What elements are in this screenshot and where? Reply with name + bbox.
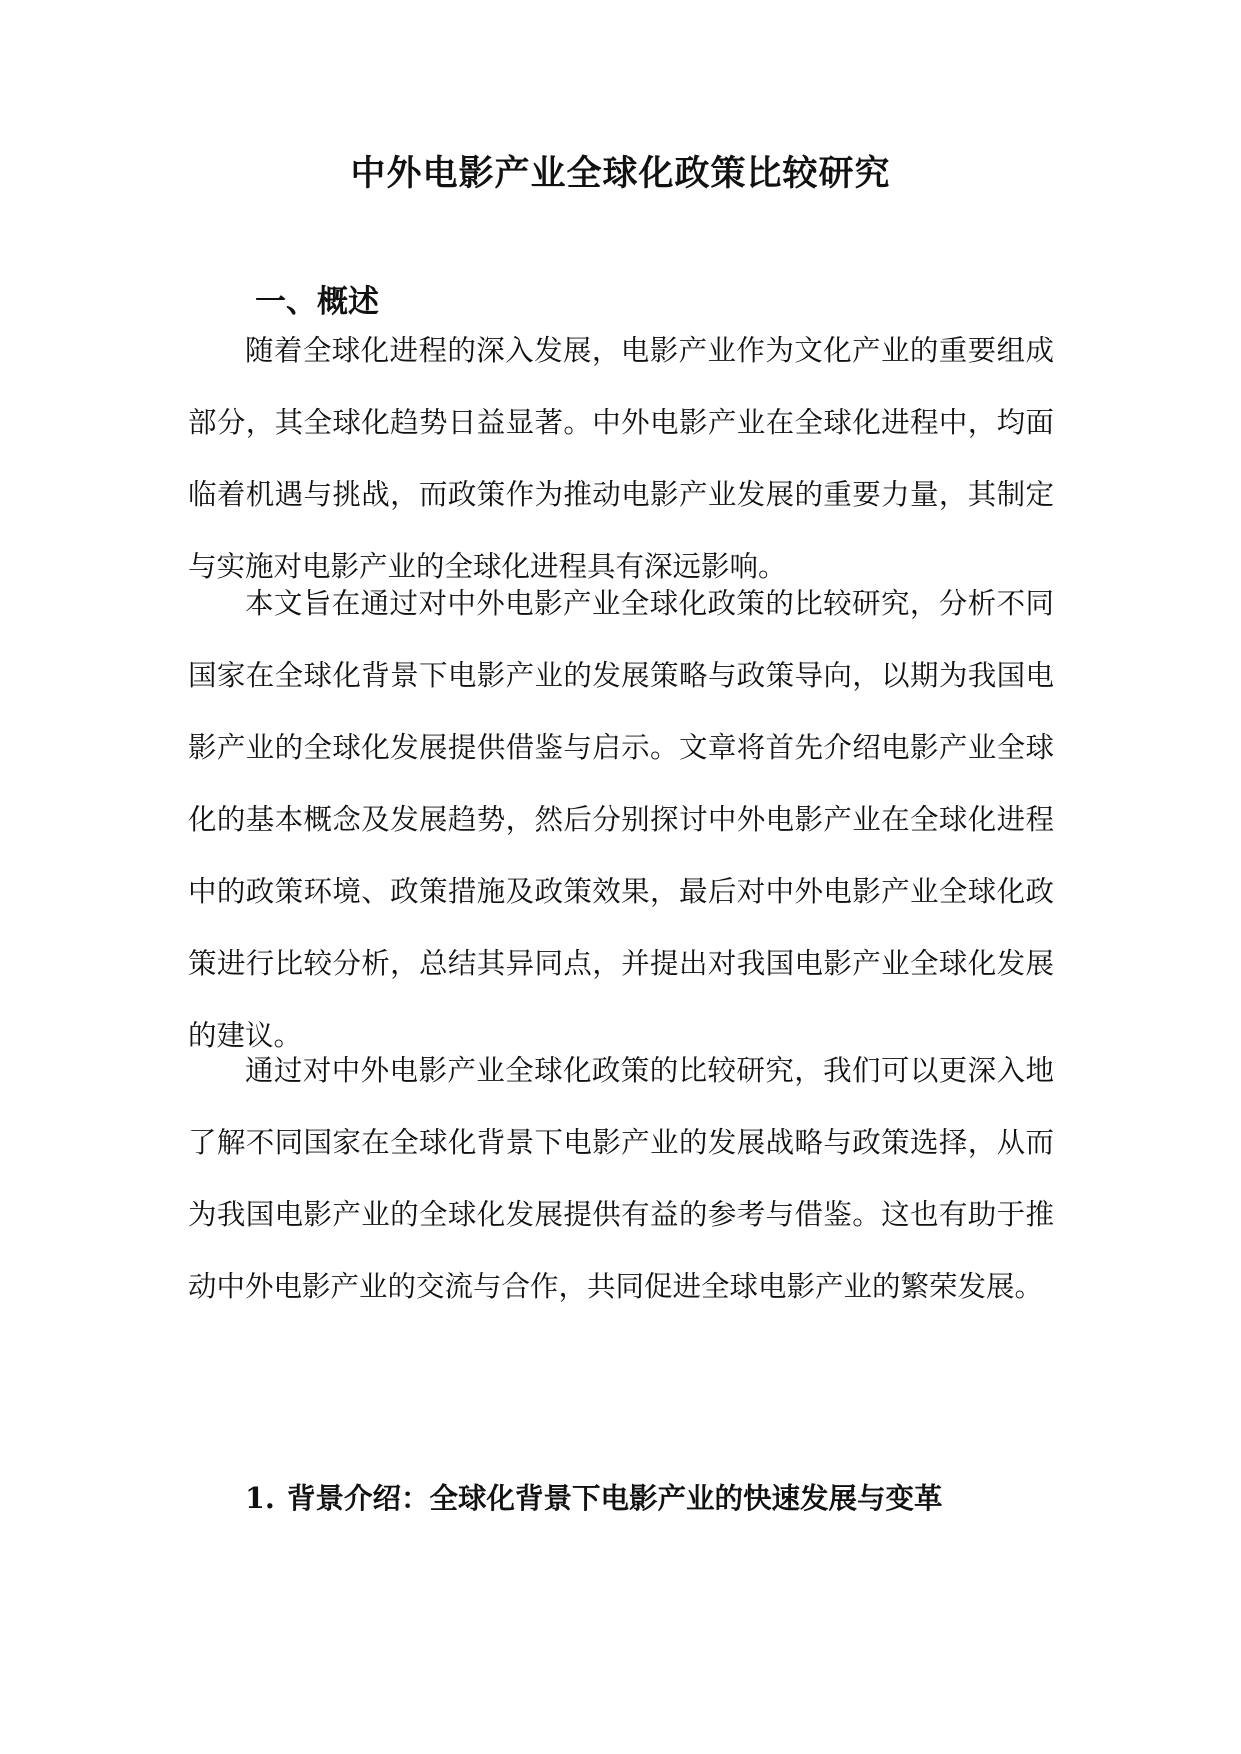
subsection-title: 背景介绍：全球化背景下电影产业的快速发展与变革 <box>287 1481 943 1515</box>
paragraph-3: 通过对中外电影产业全球化政策的比较研究，我们可以更深入地了解不同国家在全球化背景下电影产业的发展战略与政策选择，从而为我国电影产业的全球化发展提供有益的参考与借鉴。这也有助于推动中外电影产业的交流与合作，共同促进全球电影产业的繁荣发展。 <box>188 1054 1054 1303</box>
section-body <box>188 315 1054 603</box>
paragraph-2: 本文旨在通过对中外电影产业全球化政策的比较研究，分析不同国家在全球化背景下电影产业的发展策略与政策导向，以期为我国电影产业的全球化发展提供借鉴与启示。文章将首先介绍电影产业全球化的基本概念及发展趋势，然后分别探讨中外电影产业在全球化进程中的政策环境、政策措施及政策效果，最后对中外电影产业全球化政策进行比较分析，总结其异同点，并提出对我国电影产业全球化发展的建议。 <box>188 587 1054 1052</box>
section-body-2 <box>188 568 1054 1072</box>
section-body-3 <box>188 1035 1054 1323</box>
subsection-number: 1. <box>245 1481 275 1515</box>
section-heading-overview: 一、概述 <box>255 284 379 320</box>
document-title: 中外电影产业全球化政策比较研究 <box>350 153 891 194</box>
subsection-heading-background <box>245 1476 943 1520</box>
paragraph-1: 随着全球化进程的深入发展，电影产业作为文化产业的重要组成部分，其全球化趋势日益显著。中外电影产业在全球化进程中，均面临着机遇与挑战，而政策作为推动电影产业发展的重要力量，其制定与实施对电影产业的全球化进程具有深远影响。 <box>188 334 1054 583</box>
